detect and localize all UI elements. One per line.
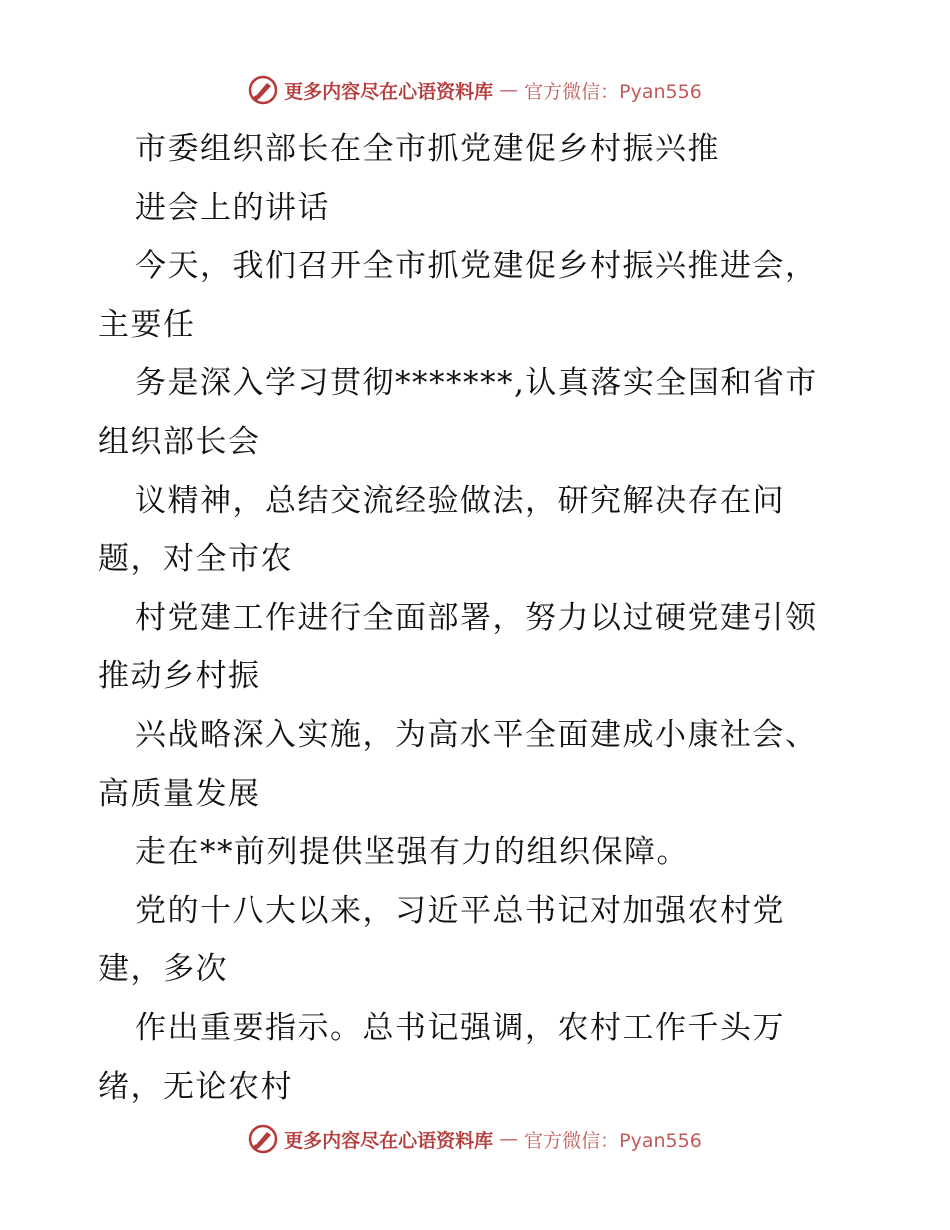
brush-logo-icon — [248, 75, 278, 105]
paragraph-line: 绪，无论农村 — [98, 1068, 293, 1105]
paragraph-line: 务是深入学习贯彻*******,认真落实全国和省市 — [135, 365, 818, 402]
document-title-line: 进会上的讲话 — [135, 189, 330, 226]
header-banner — [0, 70, 950, 110]
paragraph-line: 走在**前列提供坚强有力的组织保障。 — [135, 834, 689, 871]
banner-contact: 官方微信：Pyan556 — [524, 1129, 702, 1152]
banner-contact: 官方微信：Pyan556 — [524, 80, 702, 103]
paragraph-line: 作出重要指示。总书记强调，农村工作千头万 — [135, 1009, 785, 1046]
document-body — [98, 120, 888, 1116]
paragraph-line: 推动乡村振 — [98, 658, 261, 695]
paragraph-line: 村党建工作进行全面部署，努力以过硬党建引领 — [135, 599, 818, 636]
paragraph-line: 组织部长会 — [98, 423, 261, 460]
paragraph-line: 高质量发展 — [98, 775, 261, 812]
paragraph-line: 题，对全市农 — [98, 541, 293, 578]
paragraph-line: 今天，我们召开全市抓党建促乡村振兴推进会， — [135, 248, 818, 285]
paragraph-line: 党的十八大以来，习近平总书记对加强农村党 — [135, 892, 785, 929]
banner-separator: — — [499, 1128, 519, 1150]
paragraph-line: 建，多次 — [98, 951, 228, 988]
document-title-line: 市委组织部长在全市抓党建促乡村振兴推 — [135, 131, 720, 167]
footer-banner — [0, 1119, 950, 1159]
brush-logo-icon — [248, 1124, 278, 1154]
paragraph-line: 议精神，总结交流经验做法，研究解决存在问 — [135, 482, 785, 519]
paragraph-line: 兴战略深入实施，为高水平全面建成小康社会、 — [135, 716, 818, 753]
banner-separator: — — [499, 79, 519, 101]
banner-text: 更多内容尽在心语资料库 — [284, 80, 494, 103]
paragraph-line: 主要任 — [98, 306, 196, 343]
banner-text: 更多内容尽在心语资料库 — [284, 1129, 494, 1152]
